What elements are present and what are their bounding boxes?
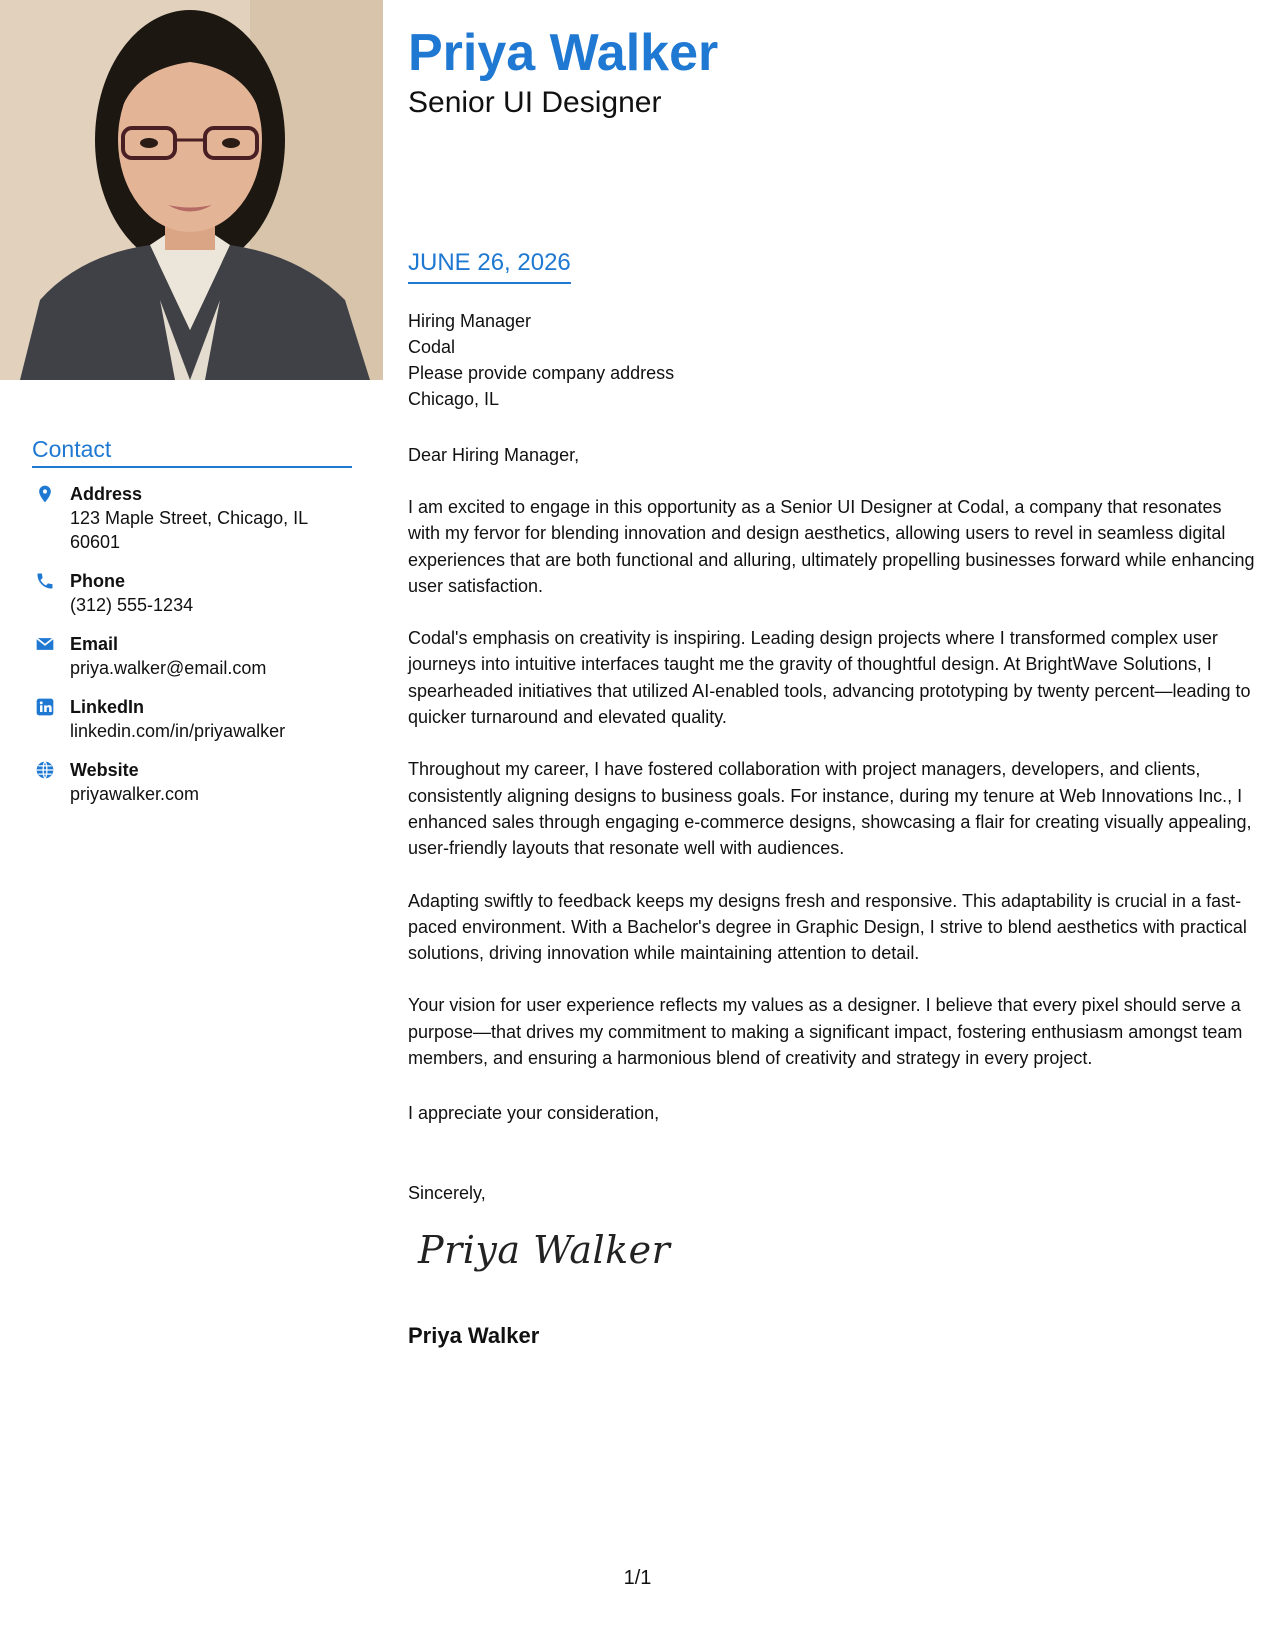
contact-item-email (32, 632, 352, 680)
contact-item-address (32, 482, 352, 554)
recipient-block (408, 308, 674, 412)
signer-name: Priya Walker (408, 1323, 540, 1348)
letter-date: JUNE 26, 2026 (408, 248, 571, 284)
contact-heading: Contact (32, 436, 352, 468)
phone-value: (312) 555-1234 (70, 595, 194, 615)
body-paragraph: Adapting swiftly to feedback keeps my designs fresh and responsive. This adaptability is crucial in a fast-paced environment. With a Bachelor's degree in Graphic Design, I strive to blend aesthetics with practical solutions, driving innovation while maintaining attention to detail. (408, 890, 1247, 964)
recipient-line: Hiring Manager (408, 311, 532, 331)
salutation: Dear Hiring Manager, (408, 445, 580, 465)
handwritten-signature: Priya Walker (418, 1228, 671, 1272)
contact-label: Email (70, 634, 119, 654)
contact-label: Address (70, 484, 143, 504)
letter-body (408, 494, 1258, 1097)
job-title: Senior UI Designer (408, 86, 662, 119)
body-paragraph: Your vision for user experience reflects my values as a designer. I believe that every pixel should serve a purpose—that drives my commitment to making a significant impact, fostering enthusiasm amongst team members, and ensuring a harmonious blend of creativity and strategy in every project. (408, 995, 1243, 1069)
envelope-icon (34, 633, 56, 655)
contact-section (32, 436, 352, 806)
recipient-line: Codal (408, 337, 456, 357)
contact-label: Phone (70, 571, 126, 591)
body-paragraph: Throughout my career, I have fostered collaboration with project managers, developers, and clients, consistently aligning designs to business goals. For instance, during my tenure at Web Innovations Inc., I enhanced sales through engaging e-commerce designs, showcasing a flair for creating visually appealing, user-friendly layouts that resonate well with audiences. (408, 759, 1252, 859)
contact-label: LinkedIn (70, 697, 145, 717)
recipient-line: Please provide company address (408, 363, 675, 383)
body-paragraph: Codal's emphasis on creativity is inspiring. Leading design projects where I transformed complex user journeys into intuitive interfaces taught me the gravity of thoughtful design. At BrightWave Solutions, I spearheaded initiatives that utilized AI-enabled tools, advancing prototyping by twenty percent—leading to quicker turnaround and elevated quality. (408, 628, 1251, 728)
applicant-name: Priya Walker (408, 24, 719, 82)
location-pin-icon (34, 483, 56, 505)
email-link[interactable]: priya.walker@email.com (70, 658, 267, 678)
sign-off: Sincerely, (408, 1183, 486, 1203)
closing-line: I appreciate your consideration, (408, 1103, 660, 1123)
contact-item-phone (32, 569, 352, 617)
body-paragraph: I am excited to engage in this opportunity as a Senior UI Designer at Codal, a company that resonates with my fervor for blending innovation and design aesthetics, allowing users to revel in seamless digital experiences that are both functional and alluring, ultimately propelling businesses forward while enhancing user satisfaction. (408, 497, 1255, 596)
globe-icon (34, 759, 56, 781)
address-value: 123 Maple Street, Chicago, IL 60601 (70, 508, 308, 552)
contact-item-website (32, 758, 352, 806)
phone-icon (34, 570, 56, 592)
page-number: 1/1 (623, 1567, 652, 1589)
linkedin-icon (34, 696, 56, 718)
linkedin-link[interactable]: linkedin.com/in/priyawalker (70, 721, 286, 741)
contact-item-linkedin (32, 695, 352, 743)
profile-photo (0, 0, 383, 380)
website-link[interactable]: priyawalker.com (70, 784, 200, 804)
contact-label: Website (70, 760, 139, 780)
recipient-line: Chicago, IL (408, 389, 500, 409)
